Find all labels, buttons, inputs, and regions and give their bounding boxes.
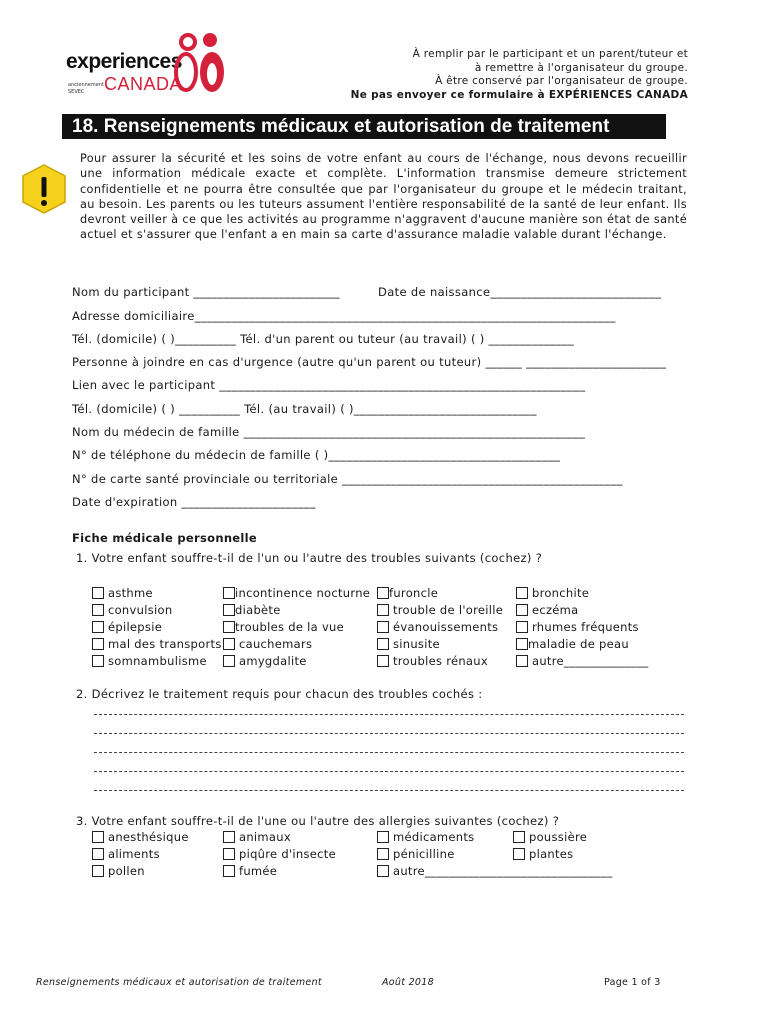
checkbox[interactable] bbox=[223, 655, 235, 667]
option-row[interactable] bbox=[377, 586, 503, 603]
option-label: amygdalite bbox=[238, 654, 307, 668]
header-line1: À remplir par le participant et un parent/tuteur et bbox=[412, 48, 688, 60]
option-row[interactable] bbox=[92, 864, 189, 881]
checkbox[interactable] bbox=[92, 865, 104, 877]
checkbox[interactable] bbox=[513, 831, 525, 843]
option-row[interactable] bbox=[223, 847, 336, 864]
logo bbox=[66, 36, 236, 106]
checkbox[interactable] bbox=[92, 655, 104, 667]
option-label: convulsion bbox=[107, 603, 173, 617]
option-label: troubles rénaux bbox=[392, 654, 488, 668]
checkbox[interactable] bbox=[377, 638, 389, 650]
field-personne-urgence[interactable]: Personne à joindre en cas d'urgence (autre qu'un parent ou tuteur) ______ _______________________ bbox=[72, 355, 667, 369]
option-row[interactable] bbox=[223, 830, 336, 847]
checkbox[interactable] bbox=[377, 655, 389, 667]
checkbox[interactable] bbox=[377, 621, 389, 633]
field-adresse[interactable]: Adresse domiciliaire_____________________________________________________________________ bbox=[72, 309, 616, 323]
header-line4: Ne pas envoyer ce formulaire à EXPÉRIENCES CANADA bbox=[350, 88, 688, 101]
checkbox[interactable] bbox=[223, 604, 235, 616]
option-label: somnambulisme bbox=[107, 654, 207, 668]
option-row[interactable] bbox=[223, 586, 370, 603]
question-1: 1. Votre enfant souffre-t-il de l'un ou l'autre des troubles suivants (cochez) ? bbox=[76, 551, 543, 565]
checkbox[interactable] bbox=[377, 604, 389, 616]
checkbox[interactable] bbox=[92, 604, 104, 616]
checkbox[interactable] bbox=[223, 865, 235, 877]
checkbox[interactable] bbox=[92, 831, 104, 843]
logo-small-line1: anciennement bbox=[68, 82, 104, 88]
field-tel-domicile-travail[interactable]: Tél. (domicile) ( ) __________ Tél. (au travail) ( )______________________________ bbox=[72, 402, 537, 416]
checkbox[interactable] bbox=[92, 848, 104, 860]
allergies-col1 bbox=[92, 830, 189, 881]
header-instructions bbox=[328, 48, 688, 102]
option-row[interactable] bbox=[92, 830, 189, 847]
allergies-col2 bbox=[223, 830, 336, 881]
checkbox[interactable] bbox=[516, 621, 528, 633]
option-row[interactable] bbox=[516, 637, 649, 654]
option-label: rhumes fréquents bbox=[531, 620, 639, 634]
footer-page-number: Page 1 of 3 bbox=[604, 977, 661, 988]
checkbox[interactable] bbox=[377, 587, 389, 599]
option-label: anesthésique bbox=[107, 830, 189, 844]
checkbox[interactable] bbox=[516, 638, 528, 650]
option-row[interactable] bbox=[377, 620, 503, 637]
logo-small-line2: SEVEC bbox=[68, 89, 85, 95]
option-row[interactable] bbox=[516, 654, 649, 671]
option-label: médicaments bbox=[392, 830, 475, 844]
option-label: piqûre d'insecte bbox=[238, 847, 336, 861]
option-label: bronchite bbox=[531, 586, 590, 600]
field-date-naissance[interactable]: Date de naissance____________________________ bbox=[378, 285, 662, 299]
option-label: pollen bbox=[107, 864, 145, 878]
warning-icon bbox=[20, 162, 68, 216]
logo-sub-text: CANADA bbox=[104, 74, 183, 94]
logo-figures-icon bbox=[174, 32, 234, 96]
allergies-col4 bbox=[513, 830, 587, 864]
checkbox[interactable] bbox=[377, 831, 389, 843]
option-label: maladie de peau bbox=[528, 637, 629, 651]
answer-line[interactable] bbox=[94, 714, 684, 716]
troubles-col3 bbox=[377, 586, 503, 671]
option-label: aliments bbox=[107, 847, 160, 861]
option-label: plantes bbox=[528, 847, 574, 861]
checkbox[interactable] bbox=[223, 848, 235, 860]
option-row[interactable] bbox=[92, 586, 222, 603]
option-row[interactable] bbox=[377, 864, 612, 881]
option-label: cauchemars bbox=[238, 637, 313, 651]
option-row[interactable] bbox=[377, 603, 503, 620]
checkbox[interactable] bbox=[223, 621, 235, 633]
answer-line[interactable] bbox=[94, 733, 684, 735]
option-row[interactable] bbox=[516, 603, 649, 620]
troubles-col2 bbox=[223, 586, 370, 671]
field-nom-medecin[interactable]: Nom du médecin de famille ________________________________________________________ bbox=[72, 425, 586, 439]
field-carte-sante[interactable]: N° de carte santé provinciale ou territoriale ______________________________________________ bbox=[72, 472, 623, 486]
section-title: 18. Renseignements médicaux et autorisation de traitement bbox=[62, 114, 666, 139]
field-nom-participant[interactable]: Nom du participant ________________________ bbox=[72, 285, 340, 299]
checkbox[interactable] bbox=[92, 638, 104, 650]
troubles-col1 bbox=[92, 586, 222, 671]
option-label: mal des transports bbox=[107, 637, 222, 651]
checkbox[interactable] bbox=[92, 587, 104, 599]
checkbox[interactable] bbox=[223, 831, 235, 843]
logo-main-text: experiences bbox=[66, 50, 182, 73]
checkbox[interactable] bbox=[223, 587, 235, 599]
checkbox[interactable] bbox=[377, 848, 389, 860]
checkbox[interactable] bbox=[377, 865, 389, 877]
option-label: sinusite bbox=[392, 637, 440, 651]
option-row[interactable] bbox=[223, 654, 370, 671]
checkbox[interactable] bbox=[516, 587, 528, 599]
option-label: animaux bbox=[238, 830, 291, 844]
option-row[interactable] bbox=[92, 620, 222, 637]
option-label: eczéma bbox=[531, 603, 579, 617]
answer-line[interactable] bbox=[94, 790, 684, 792]
option-label: incontinence nocturne bbox=[235, 586, 371, 600]
option-label: épilepsie bbox=[107, 620, 163, 634]
option-label: furoncle bbox=[389, 586, 439, 600]
checkbox[interactable] bbox=[516, 655, 528, 667]
field-lien[interactable]: Lien avec le participant ____________________________________________________________ bbox=[72, 378, 586, 392]
option-row[interactable] bbox=[223, 637, 370, 654]
option-label: poussière bbox=[528, 830, 588, 844]
header-line2: à remettre à l'organisateur du groupe. bbox=[474, 61, 688, 74]
checkbox[interactable] bbox=[516, 604, 528, 616]
option-row[interactable] bbox=[223, 864, 336, 881]
answer-line[interactable] bbox=[94, 752, 684, 754]
header-line3: À être conservé par l'organisateur de groupe. bbox=[435, 75, 688, 88]
footer-left: Renseignements médicaux et autorisation de traitement bbox=[36, 977, 322, 988]
troubles-col4 bbox=[516, 586, 649, 671]
option-label: autre______________ bbox=[531, 654, 649, 668]
question-2: 2. Décrivez le traitement requis pour chacun des troubles cochés : bbox=[76, 687, 483, 701]
option-label: trouble de l'oreille bbox=[392, 603, 504, 617]
answer-line[interactable] bbox=[94, 771, 684, 773]
option-row[interactable] bbox=[513, 847, 587, 864]
option-row[interactable] bbox=[516, 620, 649, 637]
option-label: évanouissements bbox=[392, 620, 499, 634]
option-row[interactable] bbox=[377, 654, 503, 671]
checkbox[interactable] bbox=[223, 638, 235, 650]
field-tel-medecin[interactable]: N° de téléphone du médecin de famille ( )______________________________________ bbox=[72, 448, 561, 462]
option-label: autre_______________________________ bbox=[392, 864, 613, 878]
option-row[interactable] bbox=[223, 603, 370, 620]
option-label: fumée bbox=[238, 864, 278, 878]
checkbox[interactable] bbox=[92, 621, 104, 633]
option-label: diabète bbox=[235, 603, 281, 617]
question-3: 3. Votre enfant souffre-t-il de l'une ou l'autre des allergies suivantes (cochez) ? bbox=[76, 814, 560, 828]
option-label: asthme bbox=[107, 586, 153, 600]
option-row[interactable] bbox=[92, 603, 222, 620]
field-tel-domicile-parent[interactable]: Tél. (domicile) ( )__________ Tél. d'un parent ou tuteur (au travail) ( ) ______________ bbox=[72, 332, 575, 346]
option-row[interactable] bbox=[92, 654, 222, 671]
option-row[interactable] bbox=[92, 847, 189, 864]
option-row[interactable] bbox=[223, 620, 370, 637]
footer-center: Août 2018 bbox=[382, 977, 434, 988]
option-row[interactable] bbox=[513, 830, 587, 847]
fiche-heading: Fiche médicale personnelle bbox=[72, 531, 257, 545]
option-row[interactable] bbox=[377, 637, 503, 654]
checkbox[interactable] bbox=[513, 848, 525, 860]
option-label: pénicilline bbox=[392, 847, 455, 861]
field-date-expiration[interactable]: Date d'expiration ______________________ bbox=[72, 495, 316, 509]
option-row[interactable] bbox=[516, 586, 649, 603]
intro-paragraph: Pour assurer la sécurité et les soins de votre enfant au cours de l'échange, nous devons recueillir une information médicale exacte et complète. L'information transmise demeure strictement confidentielle et ne pourra être consultée que par l'organisateur du groupe et le médecin traitant, au besoin. Les parents ou les tuteurs assument l'entière responsabilité de la santé de leur enfant. Ils devront veiller à ce que les activités au programme n'aggravent d'aucune manière son état de santé actuel et s'assurer que l'enfant a en main sa carte d'assurance maladie valable durant l'échange. bbox=[80, 152, 687, 242]
option-row[interactable] bbox=[92, 637, 222, 654]
option-label: troubles de la vue bbox=[235, 620, 345, 634]
